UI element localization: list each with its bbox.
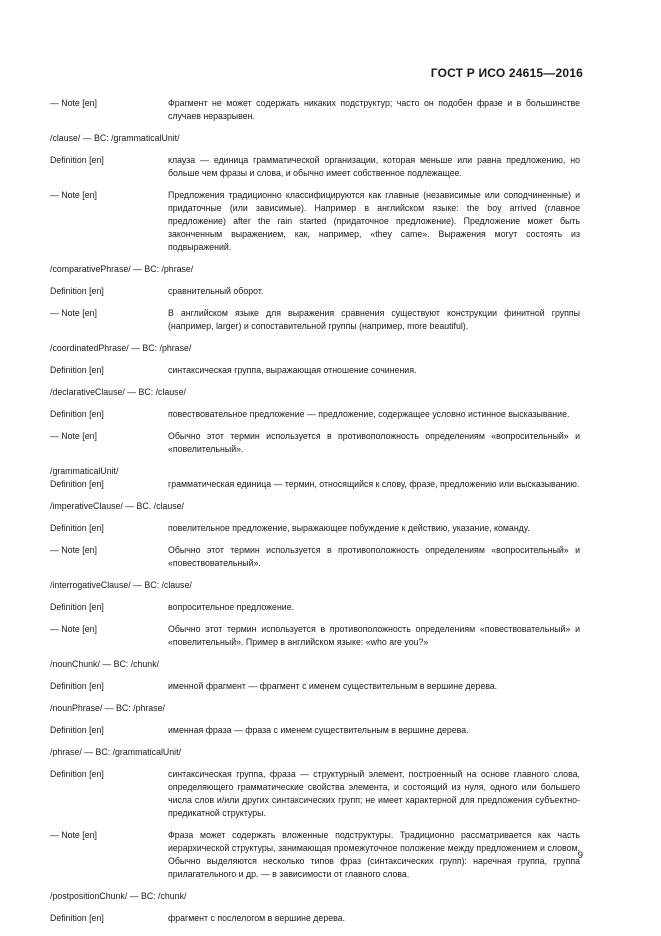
grammatical-unit-block <box>50 465 580 491</box>
definition-text: сравнительный оборот. <box>168 286 264 296</box>
document-body <box>50 97 580 934</box>
definition-row <box>50 680 580 693</box>
note-row <box>50 544 580 570</box>
note-label: — Note [en] <box>50 431 97 441</box>
definition-row <box>50 408 580 421</box>
term-heading: /clause/ — BC: /grammaticalUnit/ <box>50 133 180 143</box>
definition-text: клауза — единица грамматической организации, которая меньше или равна предложению, но больше чем фразы и слова, и обычно имеет собственное подлежащее. <box>168 155 580 178</box>
note-text: Фрагмент не может содержать никаких подструктур; часто он подобен фразе и в большинстве случаев неразрывен. <box>168 98 580 121</box>
definition-label: Definition [en] <box>50 479 104 489</box>
term-heading: /postpositionChunk/ — BC: /chunk/ <box>50 891 187 901</box>
note-text: Обычно этот термин используется в противоположность определениям «повествовательный» и «повелительный». Пример в английском языке: «who are you?» <box>168 624 580 647</box>
note-text: Предложения традиционно классифицируются как главные (независимые или соподчиненные) и придаточные (или зависимые). Например в английском языке: the boy arrived (главное предложение) after the rain started (придаточное предложение). Предложение может быть законченным выражением, как, например, «they came». Выражения могут состоять из подвыражений. <box>168 190 580 252</box>
definition-label: Definition [en] <box>50 681 104 691</box>
term-heading: /comparativePhrase/ — BC: /phrase/ <box>50 264 194 274</box>
term-heading: /nounChunk/ — BC: /chunk/ <box>50 659 160 669</box>
term-heading: /imperativeClause/ — BC. /clause/ <box>50 501 184 511</box>
note-row <box>50 189 580 254</box>
definition-label: Definition [en] <box>50 286 104 296</box>
note-row <box>50 307 580 333</box>
term-heading: /grammaticalUnit/ <box>50 466 119 476</box>
definition-row <box>50 522 580 535</box>
definition-text: грамматическая единица — термин, относящийся к слову, фразе, предложению или высказыванию. <box>168 479 580 489</box>
note-label: — Note [en] <box>50 830 97 840</box>
note-text: Обычно этот термин используется в противоположность определениям «вопросительный» и «повествовательный». <box>168 545 580 568</box>
note-row <box>50 623 580 649</box>
definition-text: синтаксическая группа, фраза — структурный элемент, построенный на основе главного слова, определяющего грамматические свойства элемента, и состоящий из нуля, одного или большего числа слов и/или других синтаксических групп; не имеет характерной для предложения субъектно-предикатной структуры. <box>168 769 580 818</box>
note-row <box>50 97 580 123</box>
definition-row <box>50 724 580 737</box>
definition-row <box>50 154 580 180</box>
term-heading: /declarativeClause/ — BC: /clause/ <box>50 387 186 397</box>
definition-row <box>50 478 580 491</box>
definition-label: Definition [en] <box>50 155 104 165</box>
note-text: В английском языке для выражения сравнения существуют конструкции финитной группы (например, larger) и сопоставительной группы (например, more beautiful). <box>168 308 580 331</box>
definition-text: именная фраза — фраза с именем существительным в вершине дерева. <box>168 725 469 735</box>
definition-text: вопросительное предложение. <box>168 602 295 612</box>
definition-row <box>50 364 580 377</box>
note-label: — Note [en] <box>50 98 97 108</box>
definition-label: Definition [en] <box>50 769 104 779</box>
note-label: — Note [en] <box>50 190 97 200</box>
definition-text: фрагмент с послелогом в вершине дерева. <box>168 913 346 923</box>
term-heading: /coordinatedPhrase/ — BC: /phrase/ <box>50 343 192 353</box>
document-header: ГОСТ Р ИСО 24615—2016 <box>430 66 583 80</box>
definition-label: Definition [en] <box>50 523 104 533</box>
definition-row <box>50 912 580 925</box>
note-text: Фраза может содержать вложенные подструктуры. Традиционно рассматривается как часть иерархической структуры, занимающая промежуточное положение между предложением и словом. Обычно выделяются несколько типов фраз (синтаксических групп): наречная группа, группа прилагательного и др. — в зависимости от главного слова. <box>168 830 580 879</box>
definition-text: повелительное предложение, выражающее побуждение к действию, указание, команду. <box>168 523 530 533</box>
term-heading: /interrogativeClause/ — BC: /clause/ <box>50 580 192 590</box>
note-row <box>50 829 580 881</box>
note-label: — Note [en] <box>50 308 97 318</box>
definition-text: именной фрагмент — фрагмент с именем существительным в вершине дерева. <box>168 681 498 691</box>
term-heading: /nounPhrase/ — BC: /phrase/ <box>50 703 165 713</box>
definition-row <box>50 285 580 298</box>
note-label: — Note [en] <box>50 545 97 555</box>
definition-label: Definition [en] <box>50 365 104 375</box>
definition-row <box>50 768 580 820</box>
definition-label: Definition [en] <box>50 913 104 923</box>
definition-label: Definition [en] <box>50 725 104 735</box>
definition-text: повествовательное предложение — предложение, содержащее условно истинное высказывание. <box>168 409 570 419</box>
definition-row <box>50 601 580 614</box>
definition-label: Definition [en] <box>50 409 104 419</box>
page-number: 9 <box>577 850 583 861</box>
note-row <box>50 430 580 456</box>
term-heading: /phrase/ — BC: /grammaticalUnit/ <box>50 747 182 757</box>
definition-label: Definition [en] <box>50 602 104 612</box>
note-text: Обычно этот термин используется в противоположность определениям «вопросительный» и «повелительный». <box>168 431 580 454</box>
note-label: — Note [en] <box>50 624 97 634</box>
definition-text: синтаксическая группа, выражающая отношение сочинения. <box>168 365 417 375</box>
